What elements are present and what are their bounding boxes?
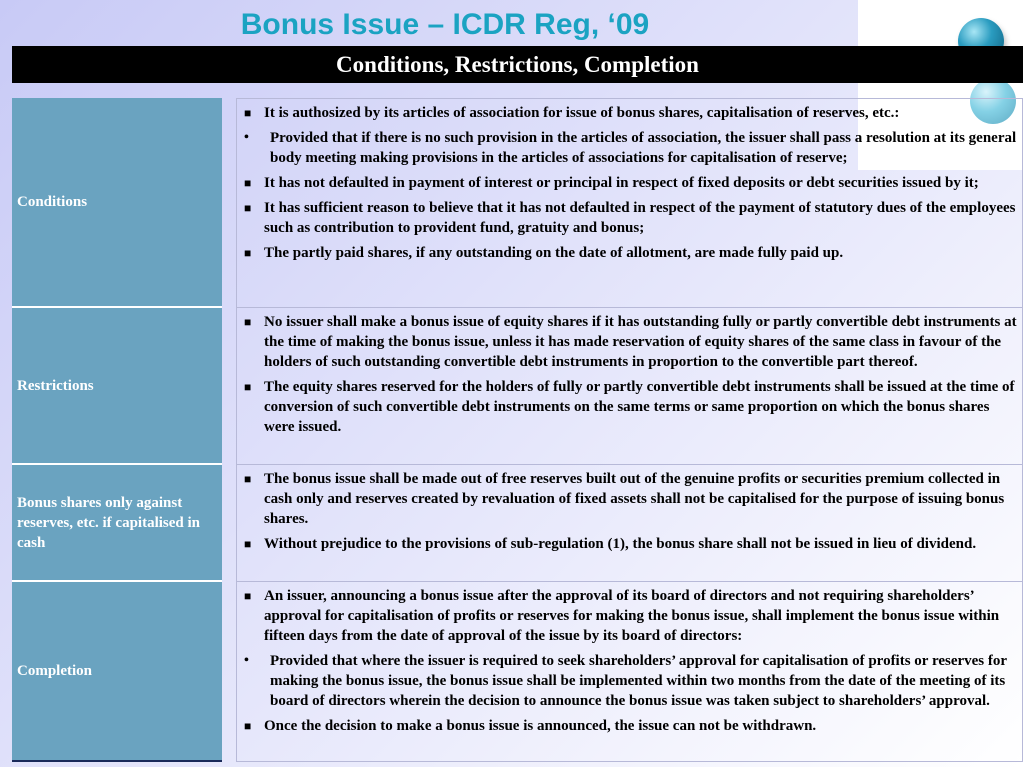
square-bullet-icon: ■ [244,537,252,551]
square-bullet-icon: ■ [244,106,252,120]
list-item: ■ It is authosized by its articles of association for issue of bonus shares, capitalisation of reserves, etc.: [244,105,900,121]
table-row-completion [12,582,1023,762]
row-label: Conditions [12,98,222,308]
list-item: ■ The partly paid shares, if any outstanding on the date of allotment, are made fully paid up. [244,245,844,261]
square-bullet-icon: ■ [244,719,252,733]
list-item: • Provided that where the issuer is required to seek shareholders’ approval for capitalisation of profits or reserves for making the bonus issue, the bonus issue shall be implemented within two months from the date of the meeting of its board of directors wherein the decision to announce the bonus issue was taken subject to shareholders’ approval. [244,653,1007,709]
table-row-conditions [12,98,1023,308]
square-bullet-icon: ■ [244,589,252,603]
list-item: ■ Once the decision to make a bonus issue is announced, the issue can not be withdrawn. [244,718,817,734]
list-item: ■ It has sufficient reason to believe that it has not defaulted in respect of the payment of statutory dues of the employees such as contribution to provident fund, gratuity and bonus; [244,200,1016,236]
dot-bullet-icon: • [244,130,249,145]
row-content [236,308,1023,465]
row-label: Restrictions [12,308,222,465]
row-content [236,98,1023,308]
square-bullet-icon: ■ [244,246,252,260]
list-item: ■ It has not defaulted in payment of interest or principal in respect of fixed deposits or debt securities issued by it; [244,175,979,191]
dot-bullet-icon: • [244,653,249,668]
square-bullet-icon: ■ [244,201,252,215]
list-item: ■ The equity shares reserved for the holders of fully or partly convertible debt instruments shall be issued at the time of conversion of such convertible debt instruments on the same terms or same proportion on which the bonus shares were issued. [244,379,1015,435]
row-label: Bonus shares only against reserves, etc. if capitalised in cash [12,465,222,582]
section-header: Conditions, Restrictions, Completion [12,46,1023,83]
table-row-restrictions [12,308,1023,465]
table-row-bonus-shares [12,465,1023,582]
list-item: ■ No issuer shall make a bonus issue of equity shares if it has outstanding fully or partly convertible debt instruments at the time of making the bonus issue, unless it has made reservation of equity shares of the same class in favour of the holders of such outstanding convertible debt instruments in proportion to the convertible part thereof. [244,314,1017,370]
list-item: • Provided that if there is no such provision in the articles of association, the issuer shall pass a resolution at its general body meeting making provisions in the articles of associations for capitalisation of reserve; [244,130,1017,166]
row-label: Completion [12,582,222,762]
list-item: ■ The bonus issue shall be made out of free reserves built out of the genuine profits or securities premium collected in cash only and reserves created by revaluation of fixed assets shall not be capitalised for the purpose of issuing bonus shares. [244,471,1005,527]
row-content [236,582,1023,762]
square-bullet-icon: ■ [244,315,252,329]
list-item: ■ Without prejudice to the provisions of sub-regulation (1), the bonus share shall not be issued in lieu of dividend. [244,536,977,552]
square-bullet-icon: ■ [244,380,252,394]
list-item: ■ An issuer, announcing a bonus issue after the approval of its board of directors and not requiring shareholders’ approval for capitalisation of profits or reserves for making the bonus issue, shall implement the bonus issue within fifteen days from the date of approval of the issue by its board of directors: [244,588,1000,644]
row-content [236,465,1023,582]
page-title: Bonus Issue – ICDR Reg, ‘09 [240,8,650,41]
square-bullet-icon: ■ [244,176,252,190]
square-bullet-icon: ■ [244,472,252,486]
